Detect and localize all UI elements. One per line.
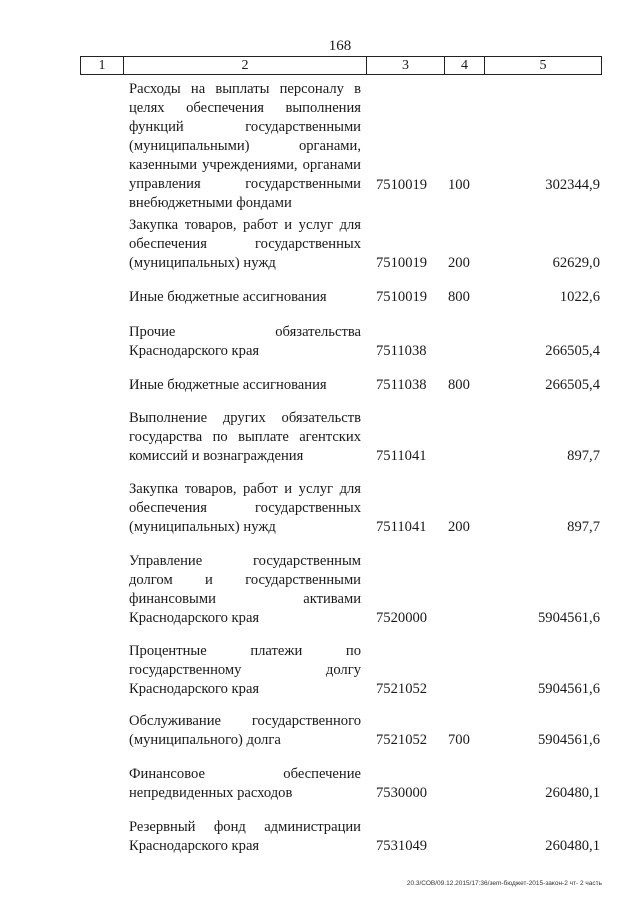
row-code: 7531049 (376, 838, 428, 854)
row-type: 700 (448, 732, 470, 748)
row-code: 7521052 (376, 732, 428, 748)
row-amount: 5904561,6 (537, 681, 600, 697)
row-description: Прочие обязательства Краснодарского края (129, 324, 361, 359)
row-description: Выполнение других обязательств государства по выплате агентских комиссий и вознаграждения (129, 410, 361, 464)
column-header-4: 4 (445, 57, 485, 75)
row-description: Процентные платежи по государственному долгу Краснодарского края (129, 643, 361, 697)
column-header-2: 2 (124, 57, 367, 75)
row-amount: 266505,4 (545, 343, 600, 359)
row-amount: 260480,1 (545, 838, 600, 854)
row-amount: 266505,4 (545, 377, 600, 393)
row-code: 7511041 (376, 448, 427, 464)
row-code: 7511041 (376, 519, 427, 535)
page-number: 168 (328, 38, 352, 54)
column-header-1: 1 (81, 57, 124, 75)
row-description: Закупка товаров, работ и услуг для обеспечения государственных (муниципальных) нужд (129, 481, 361, 535)
row-type: 800 (448, 377, 470, 393)
row-amount: 5904561,6 (537, 610, 600, 626)
row-description: Управление государственным долгом и государственными финансовыми активами Краснодарского края (129, 553, 361, 626)
row-description: Финансовое обеспечение непредвиденных расходов (129, 766, 361, 801)
row-amount: 62629,0 (552, 255, 600, 271)
row-description: Резервный фонд администрации Краснодарского края (129, 819, 361, 854)
row-type: 100 (448, 177, 470, 193)
row-code: 7510019 (376, 177, 428, 193)
row-amount: 5904561,6 (537, 732, 600, 748)
row-type: 200 (448, 519, 470, 535)
row-amount: 260480,1 (545, 785, 600, 801)
row-amount: 1022,6 (559, 289, 600, 305)
row-description: Иные бюджетные ассигнования (129, 289, 327, 305)
row-amount: 302344,9 (545, 177, 600, 193)
row-code: 7510019 (376, 255, 428, 271)
document-footer: 20.3/СОВ/09.12.2015/17:36/зеm-бюджет-2015-закон-2 чт- 2 часть (406, 880, 602, 887)
row-type: 800 (448, 289, 470, 305)
row-code: 7510019 (376, 289, 428, 305)
column-header-5: 5 (485, 57, 602, 75)
row-description: Закупка товаров, работ и услуг для обеспечения государственных (муниципальных) нужд (129, 217, 361, 271)
row-code: 7511038 (376, 377, 427, 393)
row-code: 7521052 (376, 681, 428, 697)
row-description: Обслуживание государственного (муниципального) долга (129, 713, 361, 748)
row-code: 7530000 (376, 785, 428, 801)
column-header-3: 3 (367, 57, 445, 75)
row-type: 200 (448, 255, 470, 271)
row-amount: 897,7 (567, 519, 600, 535)
row-code: 7511038 (376, 343, 427, 359)
row-amount: 897,7 (567, 448, 600, 464)
row-description: Расходы на выплаты персоналу в целях обеспечения выполнения функций государственными (муниципальными) органами, казенными учреждениями, органами управления государственными внебюджетными фондами (129, 81, 361, 211)
row-description: Иные бюджетные ассигнования (129, 377, 327, 393)
row-code: 7520000 (376, 610, 428, 626)
